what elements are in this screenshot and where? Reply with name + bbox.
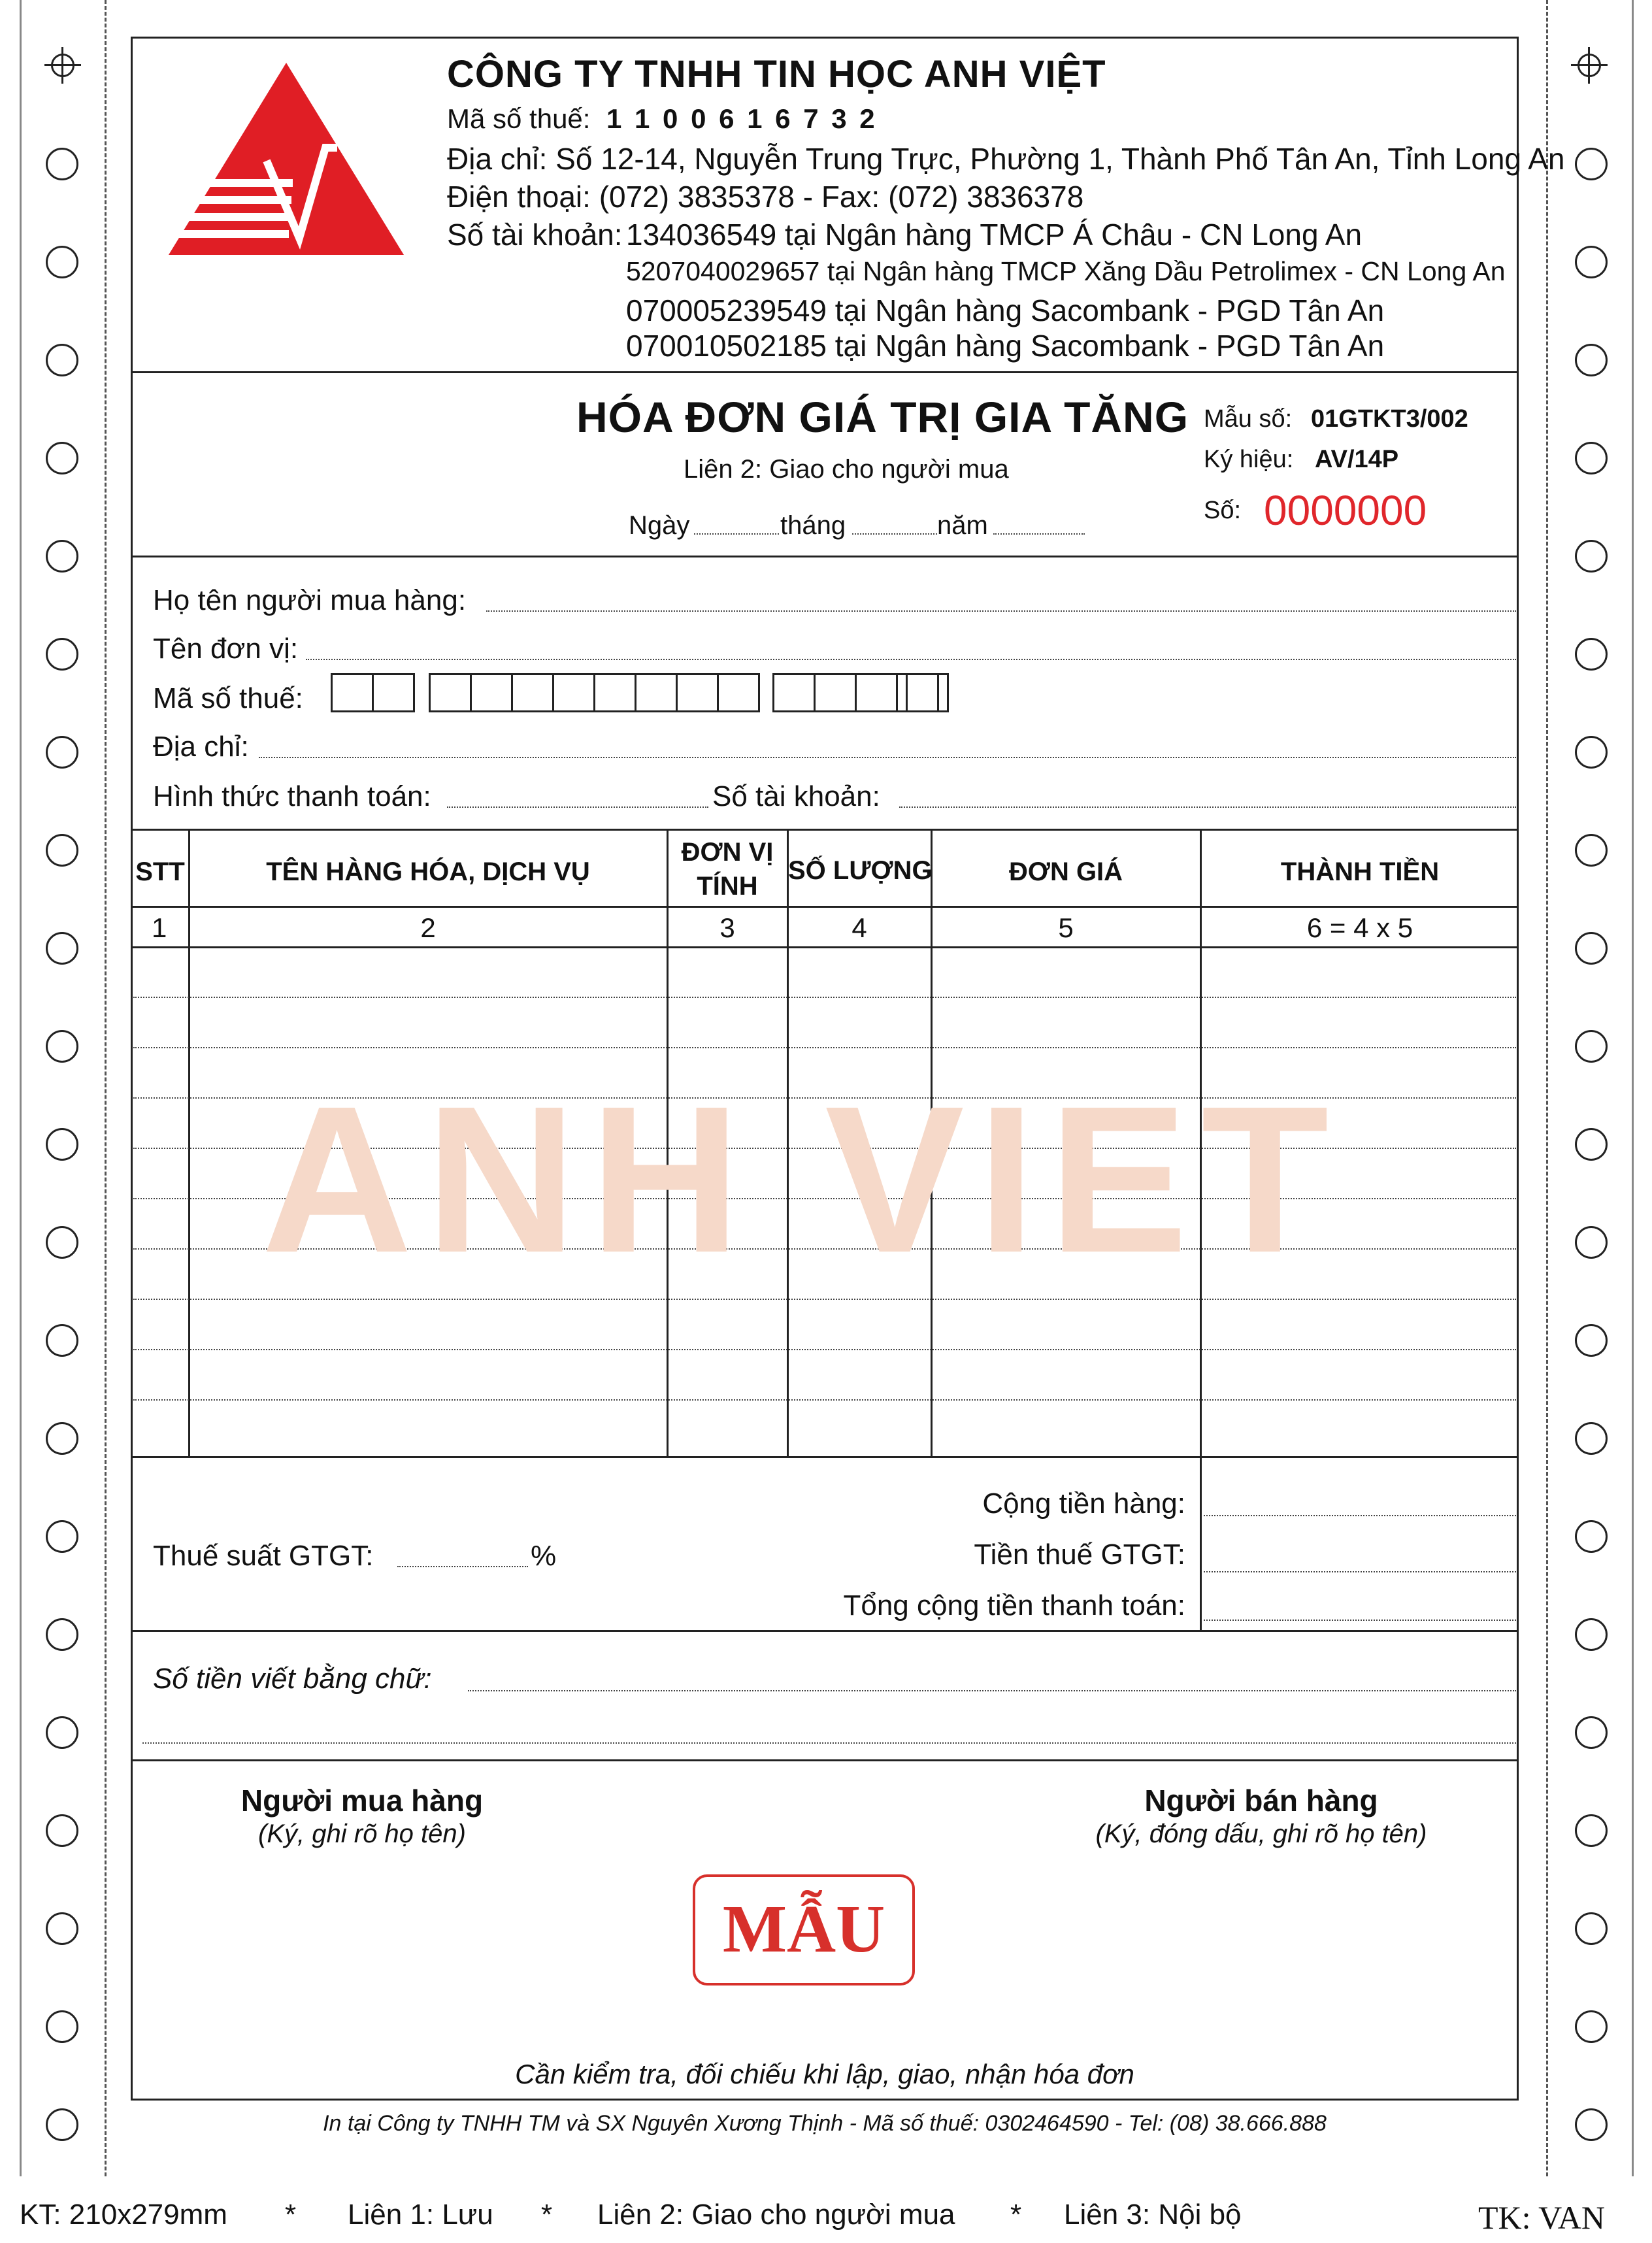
item-row-line (133, 997, 1516, 998)
right-sprocket-hole (1575, 1128, 1608, 1161)
company-account-2: 5207040029657 tại Ngân hàng TMCP Xăng Dầu Petrolimex - CN Long An (626, 256, 1506, 286)
table-header-rule (131, 906, 1519, 908)
registration-mark-left (44, 47, 81, 84)
company-account-1: 134036549 tại Ngân hàng TMCP Á Châu - CN Long An (626, 218, 1363, 252)
footer-copy-2: Liên 2: Giao cho người mua (597, 2199, 955, 2231)
right-tear-line (1546, 0, 1548, 2176)
form-label: Mẫu số: (1204, 405, 1293, 433)
tax-digit-box[interactable] (470, 673, 513, 712)
header-goods: TÊN HÀNG HÓA, DỊCH VỤ (266, 857, 590, 886)
right-edge-line (1632, 0, 1634, 2176)
tax-digit-box[interactable] (552, 673, 595, 712)
left-sprocket-hole (46, 1030, 78, 1063)
left-tear-line (105, 0, 107, 2176)
company-address: Địa chỉ: Số 12-14, Nguyễn Trung Trực, Phường 1, Thành Phố Tân An, Tỉnh Long An (447, 142, 1565, 176)
company-account-3: 070005239549 tại Ngân hàng Sacombank - PGD Tân An (626, 293, 1385, 327)
left-sprocket-hole (46, 442, 78, 474)
vat-amount-line (1204, 1571, 1516, 1572)
right-sprocket-hole (1575, 1618, 1608, 1651)
buyer-address-label: Địa chỉ: (153, 731, 249, 763)
invoice-copy-label: Liên 2: Giao cho người mua (684, 455, 1009, 484)
company-phone-fax: Điện thoại: (072) 3835378 - Fax: (072) 3836378 (447, 180, 1084, 214)
sample-stamp: MẪU (693, 1874, 915, 1985)
col-number-3: 3 (719, 912, 735, 943)
table-top-rule (131, 829, 1519, 831)
right-sprocket-hole (1575, 344, 1608, 376)
col-number-2: 2 (420, 912, 436, 943)
footer-tk: TK: VAN (1478, 2199, 1606, 2236)
company-name: CÔNG TY TNHH TIN HỌC ANH VIỆT (447, 53, 1106, 95)
tax-digit-box[interactable] (635, 673, 678, 712)
right-sprocket-hole (1575, 1716, 1608, 1749)
buyer-signature-title: Người mua hàng (240, 1784, 484, 1818)
invoice-check-note: Cần kiểm tra, đối chiếu khi lập, giao, nhận hóa đơn (515, 2059, 1134, 2089)
left-sprocket-hole (46, 1520, 78, 1553)
left-sprocket-hole (46, 1912, 78, 1945)
footer-size: KT: 210x279mm (20, 2199, 227, 2231)
footer-sep-3: * (1010, 2199, 1022, 2231)
tax-digit-box[interactable] (593, 673, 636, 712)
right-sprocket-hole (1575, 1324, 1608, 1357)
subtotal-line (1204, 1515, 1516, 1516)
buyer-unit-label: Tên đơn vị: (153, 633, 299, 665)
right-sprocket-hole (1575, 932, 1608, 965)
left-sprocket-hole (46, 148, 78, 180)
company-tax-code: 1 1 0 0 6 1 6 7 3 2 (606, 103, 878, 134)
date-day-dots (694, 533, 779, 535)
company-account-label: Số tài khoản: (447, 218, 623, 252)
item-row-line (133, 1047, 1516, 1048)
invoice-title: HÓA ĐƠN GIÁ TRỊ GIA TĂNG (576, 393, 1189, 441)
header-stt: STT (135, 857, 185, 886)
payment-method-label: Hình thức thanh toán: (153, 780, 431, 812)
totals-bottom-rule (131, 1630, 1519, 1632)
buyer-name-label: Họ tên người mua hàng: (153, 584, 467, 616)
seller-signature-note: (Ký, đóng dấu, ghi rõ họ tên) (1095, 1819, 1427, 1848)
printer-info: In tại Công ty TNHH TM và SX Nguyên Xương Thịnh - Mã số thuế: 0302464590 - Tel: (08) 38.666.888 (323, 2111, 1327, 2136)
grand-total-line (1204, 1620, 1516, 1621)
words-bottom-rule (131, 1759, 1519, 1761)
right-sprocket-hole (1575, 1226, 1608, 1259)
registration-mark-right (1571, 47, 1608, 84)
left-sprocket-hole (46, 2010, 78, 2043)
header-divider (131, 371, 1519, 373)
right-sprocket-hole (1575, 1030, 1608, 1063)
vat-rate-line (397, 1566, 528, 1567)
buyer-account-line (899, 806, 1516, 808)
left-sprocket-hole (46, 1128, 78, 1161)
title-divider (131, 556, 1519, 557)
right-sprocket-hole (1575, 148, 1608, 180)
right-sprocket-hole (1575, 246, 1608, 278)
amount-words-label: Số tiền viết bằng chữ: (153, 1663, 432, 1695)
col-number-4: 4 (851, 912, 867, 943)
right-sprocket-hole (1575, 1814, 1608, 1847)
left-sprocket-hole (46, 1226, 78, 1259)
right-sprocket-hole (1575, 736, 1608, 769)
payment-method-line (447, 806, 708, 808)
tax-digit-box[interactable] (429, 673, 472, 712)
tax-digit-box[interactable] (372, 673, 415, 712)
symbol-label: Ký hiệu: (1204, 446, 1294, 473)
number-label: Số: (1204, 497, 1242, 524)
right-sprocket-hole (1575, 834, 1608, 867)
left-sprocket-hole (46, 1618, 78, 1651)
right-sprocket-hole (1575, 638, 1608, 671)
tax-digit-box[interactable] (331, 673, 374, 712)
item-row-line (133, 1349, 1516, 1350)
header-amount: THÀNH TIỀN (1280, 857, 1440, 886)
left-sprocket-hole (46, 736, 78, 769)
company-logo (169, 63, 404, 259)
header-unit-line2: TÍNH (697, 872, 758, 901)
grand-total-label: Tổng cộng tiền thanh toán: (843, 1589, 1185, 1621)
footer-sep-2: * (541, 2199, 553, 2231)
date-year-label: năm (937, 511, 988, 540)
left-sprocket-hole (46, 344, 78, 376)
left-edge-line (20, 0, 22, 2176)
col-number-1: 1 (152, 912, 167, 943)
tax-digit-box[interactable] (717, 673, 760, 712)
left-sprocket-hole (46, 1716, 78, 1749)
right-sprocket-hole (1575, 2108, 1608, 2141)
right-sprocket-hole (1575, 540, 1608, 573)
left-sprocket-hole (46, 932, 78, 965)
date-year-dots (993, 533, 1085, 535)
date-month-dots (852, 533, 937, 535)
amount-words-line-1 (468, 1690, 1516, 1691)
left-sprocket-hole (46, 1324, 78, 1357)
tax-digit-box[interactable] (511, 673, 554, 712)
date-day-label: Ngày (629, 511, 690, 540)
left-sprocket-hole (46, 2108, 78, 2141)
left-sprocket-hole (46, 638, 78, 671)
left-sprocket-hole (46, 246, 78, 278)
seller-signature-title: Người bán hàng (1144, 1784, 1378, 1818)
buyer-unit-line (306, 659, 1516, 660)
left-sprocket-hole (46, 540, 78, 573)
right-sprocket-hole (1575, 442, 1608, 474)
header-unit-line1: ĐƠN VỊ (681, 838, 774, 867)
buyer-address-line (259, 757, 1516, 758)
right-sprocket-hole (1575, 1422, 1608, 1455)
footer-copy-3: Liên 3: Nội bộ (1064, 2199, 1242, 2231)
tax-digit-box[interactable] (676, 673, 719, 712)
buyer-account-label: Số tài khoản: (712, 780, 880, 812)
subtotal-label: Cộng tiền hàng: (982, 1487, 1185, 1520)
company-tax-label: Mã số thuế: (447, 103, 591, 134)
left-sprocket-hole (46, 834, 78, 867)
right-sprocket-hole (1575, 1912, 1608, 1945)
tax-digit-box[interactable] (855, 673, 898, 712)
symbol-value: AV/14P (1315, 446, 1399, 473)
vat-rate-label: Thuế suất GTGT: (153, 1540, 374, 1572)
item-row-line (133, 1399, 1516, 1401)
watermark: ANH VIET (261, 1062, 1342, 1296)
company-account-4: 070010502185 tại Ngân hàng Sacombank - PGD Tân An (626, 329, 1385, 363)
table-number-rule (131, 946, 1519, 948)
left-sprocket-hole (46, 1422, 78, 1455)
table-bottom-rule (131, 1456, 1519, 1458)
right-sprocket-hole (1575, 1520, 1608, 1553)
col-number-5: 5 (1058, 912, 1074, 943)
buyer-signature-note: (Ký, ghi rõ họ tên) (258, 1819, 466, 1848)
tax-digit-box[interactable] (906, 673, 949, 712)
header-unit-price: ĐƠN GIÁ (1008, 857, 1123, 886)
footer-copy-1: Liên 1: Lưu (348, 2199, 493, 2231)
date-month-label: tháng (780, 511, 846, 540)
right-sprocket-hole (1575, 2010, 1608, 2043)
col-number-6: 6 = 4 x 5 (1306, 912, 1413, 943)
buyer-name-line (486, 610, 1516, 612)
header-quantity: SỐ LƯỢNG (788, 856, 933, 885)
left-sprocket-hole (46, 1814, 78, 1847)
footer-sep-1: * (285, 2199, 297, 2231)
vat-percent: % (531, 1540, 557, 1572)
vat-amount-label: Tiền thuế GTGT: (974, 1538, 1185, 1570)
form-value: 01GTKT3/002 (1311, 405, 1468, 433)
tax-digit-box[interactable] (772, 673, 816, 712)
buyer-tax-label: Mã số thuế: (153, 682, 303, 714)
tax-digit-box[interactable] (814, 673, 857, 712)
amount-words-line-2 (142, 1742, 1516, 1744)
invoice-number: 0000000 (1264, 487, 1427, 534)
